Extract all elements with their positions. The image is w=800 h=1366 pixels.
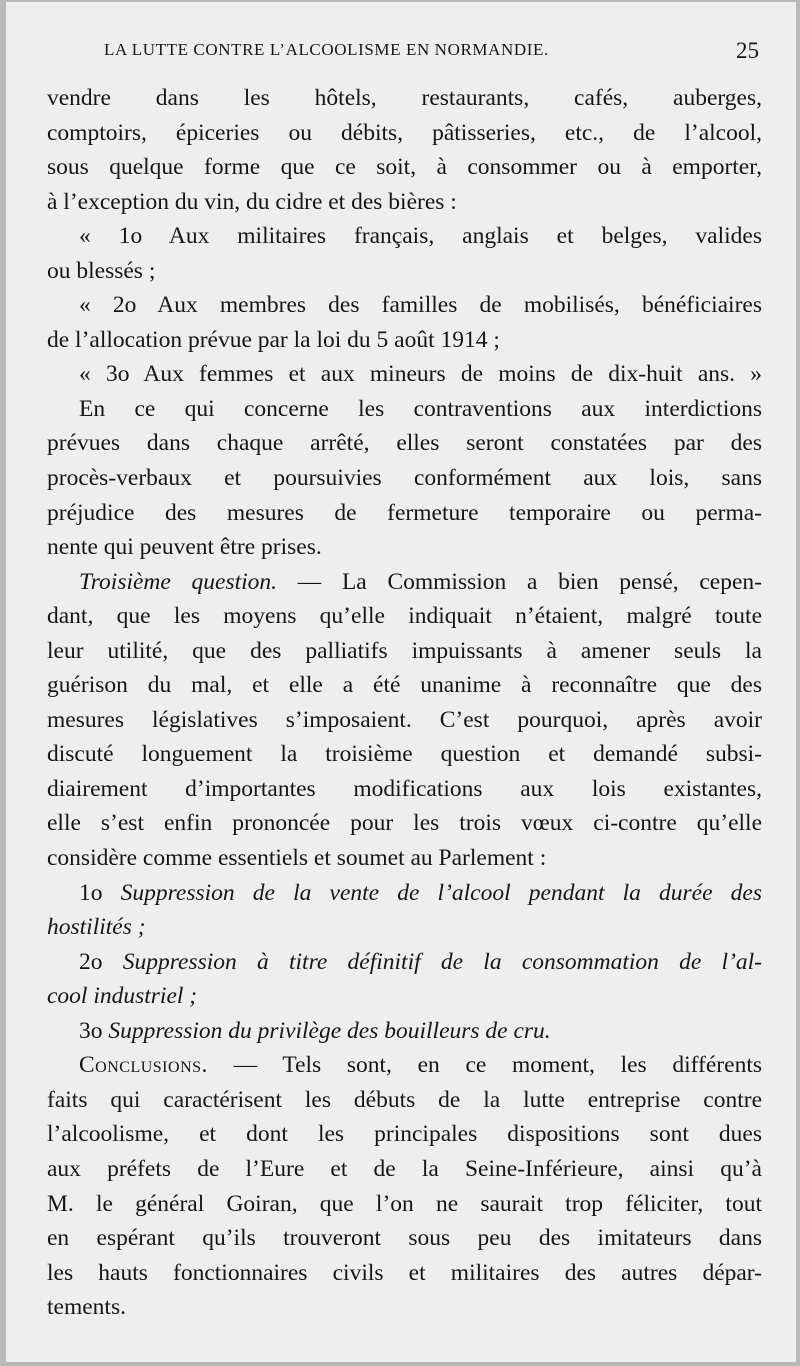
text-line: leur utilité, que des palliatifs impuissants à amener seuls la	[47, 637, 762, 664]
text-line: En ce qui concerne les contraventions aux interdictions	[79, 395, 762, 422]
wish-text: Suppression à titre définitif de la consommation de l’al-	[122, 948, 763, 975]
text-line: procès-verbaux et poursuivies conformément aux lois, sans	[47, 465, 762, 492]
text-line: tements.	[47, 1294, 126, 1321]
wish-number: 3o	[79, 1017, 109, 1044]
text-line	[47, 1014, 762, 1049]
text-line: guérison du mal, et elle a été unanime à reconnaître que des	[47, 672, 762, 699]
text-line: discuté longuement la troisième question et demandé subsi-	[47, 741, 762, 768]
text-line: sous quelque forme que ce soit, à consommer ou à emporter,	[47, 154, 762, 181]
text-line: de l’allocation prévue par la loi du 5 août 1914 ;	[47, 326, 500, 353]
text-line: cool industriel ;	[47, 983, 198, 1010]
text-line: faits qui caractérisent les débuts de la lutte entreprise contre	[47, 1086, 762, 1113]
text-line: l’alcoolisme, et dont les principales dispositions sont dues	[47, 1121, 762, 1148]
text-line: les hauts fonctionnaires civils et militaires des autres dépar-	[47, 1259, 762, 1286]
text-line: prévues dans chaque arrêté, elles seront constatées par des	[47, 430, 762, 457]
text-line: aux préfets de l’Eure et de la Seine-Inférieure, ainsi qu’à	[47, 1155, 762, 1182]
text-line	[47, 876, 762, 911]
text-line: préjudice des mesures de fermeture temporaire ou perma-	[47, 499, 762, 526]
running-header	[104, 40, 759, 66]
wish-number: 2o	[79, 948, 123, 975]
text-line: dant, que les moyens qu’elle indiquait n’étaient, malgré toute	[47, 603, 762, 630]
running-title: LA LUTTE CONTRE L’ALCOOLISME EN NORMANDIE.	[104, 40, 549, 59]
text-line	[47, 1048, 762, 1083]
text-line: hostilités ;	[47, 914, 146, 941]
text-line: considère comme essentiels et soumet au Parlement :	[47, 845, 547, 872]
body-text	[47, 81, 762, 1325]
text-line: elle s’est enfin prononcée pour les trois vœux ci-contre qu’elle	[47, 810, 762, 837]
wish-number: 1o	[79, 879, 121, 906]
wish-text: Suppression de la vente de l’alcool pendant la durée des	[120, 879, 762, 906]
text-line: vendre dans les hôtels, restaurants, cafés, auberges,	[47, 85, 762, 111]
text-line: M. le général Goiran, que l’on ne saurait trop féliciter, tout	[47, 1190, 762, 1217]
text-line: comptoirs, épiceries ou débits, pâtisseries, etc., de l’alcool,	[47, 119, 762, 146]
text-line	[47, 565, 762, 600]
text-line: « 1o Aux militaires français, anglais et belges, valides	[79, 223, 762, 250]
text-line: diairement d’importantes modifications aux lois existantes,	[47, 775, 762, 802]
wish-text: Suppression du privilège des bouilleurs de cru.	[108, 1017, 551, 1044]
page-number: 25	[736, 38, 759, 63]
text-line: à l’exception du vin, du cidre et des bières :	[47, 188, 457, 215]
text-line	[47, 945, 762, 980]
text-line: nente qui peuvent être prises.	[47, 534, 322, 561]
text-line: mesures législatives s’imposaient. C’est pourquoi, après avoir	[47, 706, 762, 733]
text-line: en espérant qu’ils trouveront sous peu des imitateurs dans	[47, 1225, 762, 1252]
text-line: « 2o Aux membres des familles de mobilisés, bénéficiaires	[79, 292, 762, 319]
section-lead-rest: — Tels sont, en ce moment, les différents	[207, 1052, 762, 1079]
text-line: ou blessés ;	[47, 257, 156, 284]
text-line: « 3o Aux femmes et aux mineurs de moins de dix-huit ans. »	[79, 361, 762, 388]
section-lead-italic: Troisième question.	[79, 568, 278, 595]
section-lead-rest: — La Commission a bien pensé, cepen-	[277, 568, 762, 595]
book-page	[6, 2, 796, 1362]
section-lead-smallcaps: Conclusions.	[79, 1052, 208, 1079]
